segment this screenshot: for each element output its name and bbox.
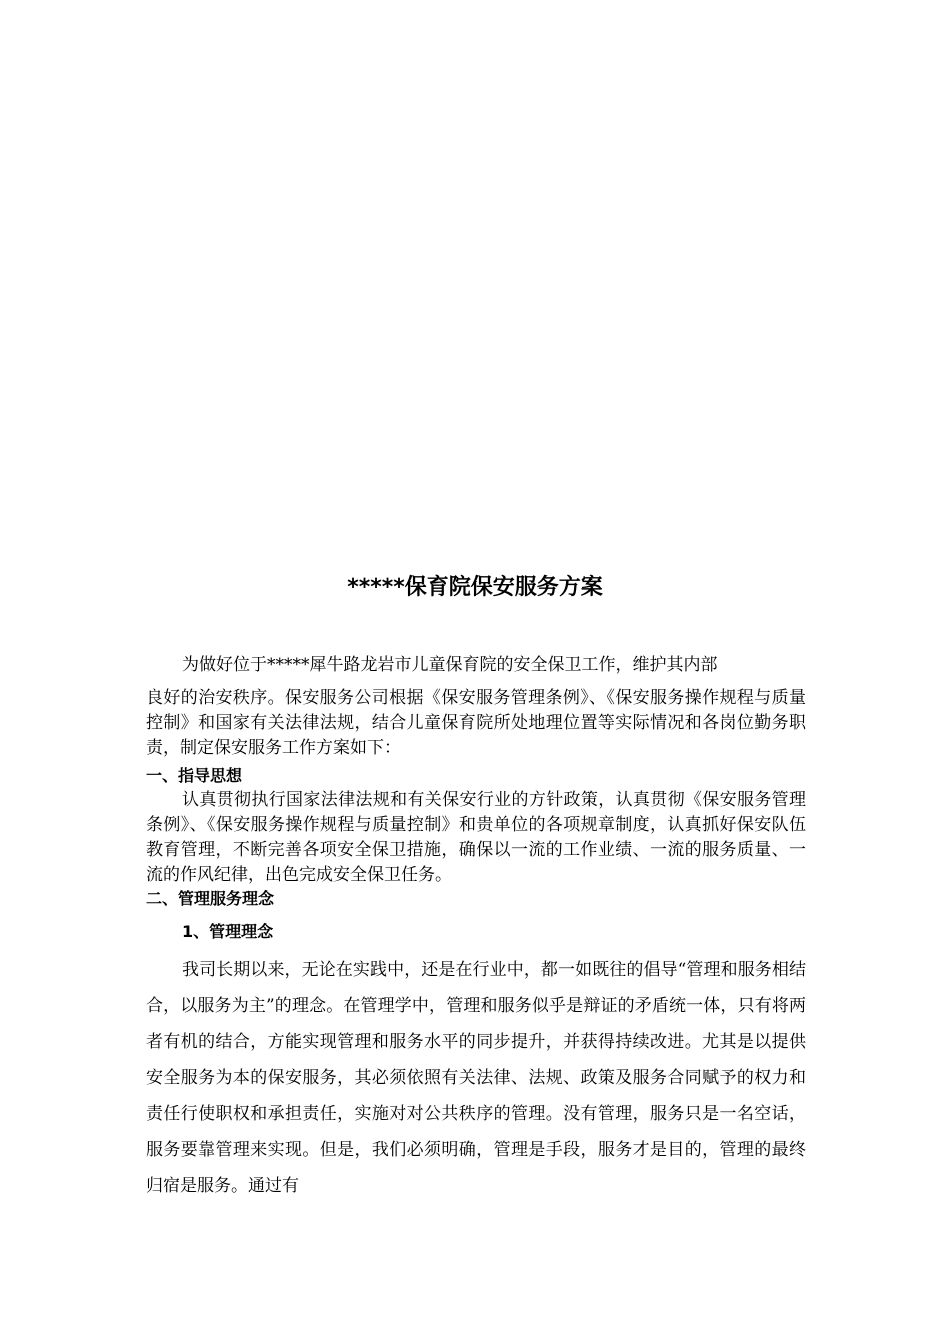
section-heading: 一、指导思想 (146, 766, 243, 785)
subsection-heading: 1、管理理念 (182, 922, 274, 941)
document-title: *****保育院保安服务方案 (347, 575, 603, 600)
section-body: 认真贯彻执行国家法律法规和有关保安行业的方针政策，认真贯彻《保安服务管理条例》、《保安服务操作规程与质量控制》和贵单位的各项规章制度，认真抓好保安队伍教育管理，不断完善各项安全保卫措施，确保以一流的工作业绩、一流的服务质量、一流的作风纪律，出色完成安全保卫任务。 (146, 790, 806, 885)
intro-paragraph (146, 650, 806, 761)
section-management-service-philosophy (146, 886, 806, 1204)
section-heading: 二、管理服务理念 (146, 889, 275, 908)
section-guiding-ideology (146, 763, 806, 888)
intro-continuation: 良好的治安秩序。保安服务公司根据《保安服务管理条例》、《保安服务操作规程与质量控制》和国家有关法律法规，结合儿童保育院所处地理位置等实际情况和各岗位勤务职责，制定保安服务工作方案如下： (146, 688, 806, 758)
intro-first-line: 为做好位于*****犀牛路龙岩市儿童保育院的安全保卫工作，维护其内部 (182, 655, 718, 675)
section-body: 我司长期以来，无论在实践中，还是在行业中，都一如既往的倡导“管理和服务相结合，以服务为主”的理念。在管理学中，管理和服务似乎是辩证的矛盾统一体，只有将两者有机的结合，方能实现管理和服务水平的同步提升，并获得持续改进。尤其是以提供安全服务为本的保安服务，其必须依照有关法律、法规、政策及服务合同赋予的权力和责任行使职权和承担责任，实施对对公共秩序的管理。没有管理，服务只是一名空话，服务要靠管理来实现。但是，我们必须明确，管理是手段，服务才是目的，管理的最终归宿是服务。通过有 (146, 960, 806, 1196)
